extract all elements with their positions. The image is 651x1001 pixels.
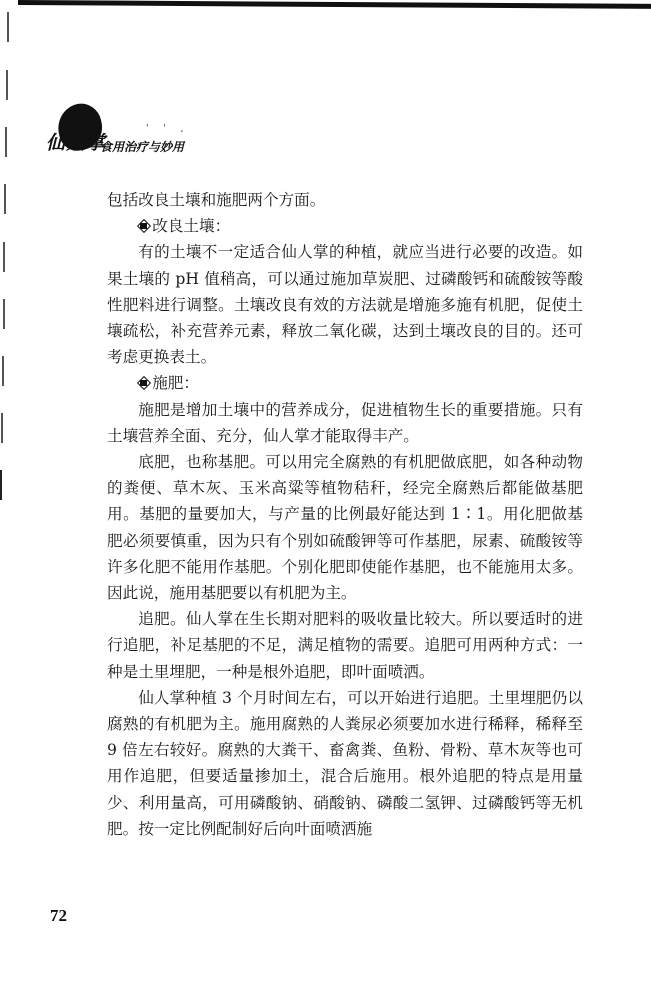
binding-mark: [2, 356, 4, 386]
section-heading-fertilizing: [107, 370, 583, 396]
binding-mark: [3, 299, 5, 329]
section-heading-label: 改良土壤：: [152, 217, 231, 236]
paragraph: 仙人掌种植 3 个月时间左右，可以开始进行追肥。土里埋肥仍以腐熟的有机肥为主。施用腐熟的人粪尿必须要加水进行稀释，稀释至 9 倍左右较好。腐熟的大粪干、畜禽粪、鱼粉、骨粉、草木灰等也可用作追肥，但要适量掺加土，混合后施用。根外追肥的特点是用量少、利用量高，可用磷酸钠、硝酸钠、磷酸二氢钾、过磷酸钙等无机肥。按一定比例配制好后向叶面喷洒施: [107, 688, 583, 838]
page-body-text: [107, 187, 583, 842]
section-heading-label: 施肥：: [152, 374, 199, 393]
binding-mark: [4, 184, 6, 214]
binding-mark: [5, 127, 7, 157]
book-title: 仙人掌: [46, 132, 107, 154]
binding-mark: [0, 470, 2, 500]
binding-mark: [1, 413, 3, 443]
book-header-logo: [46, 104, 216, 164]
page-number: 72: [50, 906, 67, 925]
scan-top-edge-rule: [18, 0, 651, 9]
paragraph: 包括改良土壤和施肥两个方面。: [107, 191, 326, 209]
paragraph: 追肥。仙人掌在生长期对肥料的吸收量比较大。所以要适时的进行追肥，补足基肥的不足，满足植物的需要。追肥可用两种方式：一种是土里埋肥，一种是根外追肥，即叶面喷洒。: [107, 610, 583, 681]
diamond-bullet-icon: [138, 377, 150, 389]
binding-mark: [3, 242, 5, 272]
binding-mark: [6, 70, 8, 100]
paragraph: 底肥，也称基肥。可以用完全腐熟的有机肥做底肥，如各种动物的粪便、草木灰、玉米高粱等植物秸秆，经完全腐熟后都能做基肥用。基肥的量要加大，与产量的比例最好能达到 1∶1。用化肥做基肥必须要慎重，因为只有个别如硫酸钾等可作基肥，尿素、硫酸铵等许多化肥不能用作基肥。个别化肥即使能作基肥，也不能施用太多。因此说，施用基肥要以有机肥为主。: [107, 453, 583, 603]
paragraph: 有的土壤不一定适合仙人掌的种植，就应当进行必要的改造。如果土壤的 pH 值稍高，可以通过施加草炭肥、过磷酸钙和硫酸铵等酸性肥料进行调整。土壤改良有效的方法就是增施多施有机肥，促使土壤疏松，补充营养元素，释放二氧化碳，达到土壤改良的目的。还可考虑更换表土。: [107, 243, 583, 367]
paragraph: 施肥是增加土壤中的营养成分，促进植物生长的重要措施。只有土壤营养全面、充分，仙人掌才能取得丰产。: [107, 400, 583, 445]
binding-margin-marks: [0, 0, 20, 520]
section-heading-soil-improvement: [107, 213, 583, 239]
book-subtitle: 食用治疗与妙用: [100, 140, 185, 154]
decorative-dots: ' ' ,: [146, 124, 190, 134]
binding-mark: [7, 12, 9, 42]
diamond-bullet-icon: [138, 220, 150, 232]
